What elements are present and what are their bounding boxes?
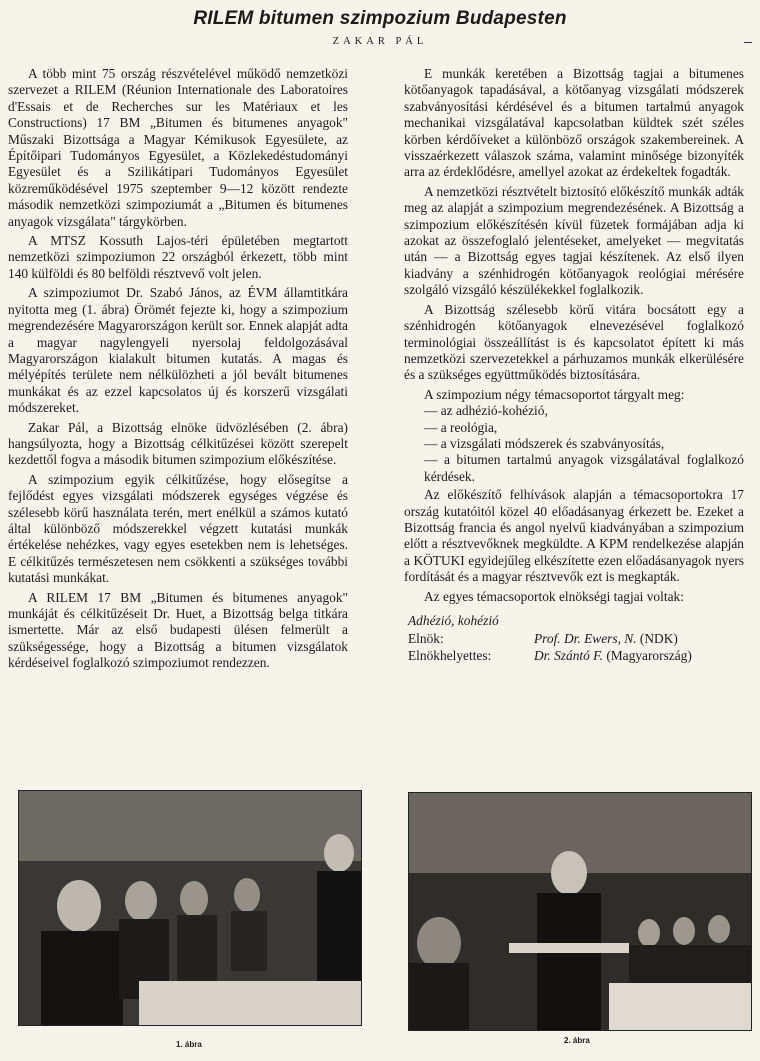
figure-2-photo [408,792,752,1031]
photo-illustration [409,793,751,1030]
paragraph: A szimpoziumot Dr. Szabó János, az ÉVM államtitkára nyitotta meg (1. ábra) Örömét fejezte ki, hogy a szimpozium megrendezésére Magyarországon került sor. Ennek alapját adta a magyar nagylengyeli nyersolaj feldolgozásával Magyarországon kialakult bitumen kutatás. A magas és mélyépítés területe nem nélkülözheti a jól bevált bitumenes munkákat és az ezzel kapcsolatos új és korszerű vizsgálati módszereket. [8,285,348,416]
presidium-row [408,631,744,647]
left-column [8,66,348,672]
list-item: — a bitumen tartalmú anyagok vizsgálatával foglalkozó kérdések. [424,452,744,484]
paragraph: Az egyes témacsoportok elnökségi tagjai voltak: [424,588,684,604]
paragraph: A szimpozium egyik célkitűzése, hogy elősegítse a fejlődést egyes vizsgálati módszerek egységes végzése és szélesebb körű használata terén, mert enélkül a számos kutató által különböző módszerekkel végzett kutatási munkák értékelése nehézkes, vagy egyes esetekben nem is lehetséges. E célkitűzés természetesen nem csökkenti a szükséges további kutatási munkákat. [8,471,348,586]
figure-2-caption: 2. ábra [564,1036,590,1045]
paragraph: A RILEM 17 BM „Bitumen és bitumenes anyagok" munkáját és célkitűzéseit Dr. Huet, a Bizottság belga titkára ismertette. Már az első budapesti ülésen felmerült a szükségessége, hogy a Bizottság a bitumen vizsgálatok kérdéseivel foglalkozó szimpoziumot rendezzen. [8,589,348,671]
person-name: Prof. Dr. Ewers, N. [534,631,637,647]
paragraph: A Bizottság szélesebb körű vitára bocsátott egy a szénhidrogén kötőanyagok elnevezésével foglalkozó terminológiai összeállítást is és kapcsolatot épített ki más nemzetközi szervezetekkel a párhuzamos munkák elkerülésére és a szükséges együttműködés biztosítására. [404,301,744,383]
paragraph: Az előkészítő felhívások alapján a témacsoportokra 17 ország kutatóitól közel 40 előadásanyag érkezett be. Ezeket a Bizottság francia és angol nyelvű kiadványában a szimpozium előtt a résztvevőknek megküldte. A KPM rendelkezése alapján a KÖTUKI egyidejűleg elkészítette ezen előadásanyagok nyers fordítását és a magyar résztvevők ezt is megkapták. [404,487,744,585]
page-mark [744,42,752,43]
presidium-list [404,631,744,664]
paragraph: A több mint 75 ország részvételével működő nemzetközi szervezet a RILEM (Réunion Internationale des Laboratoires d'Essais et de Recherches sur les Matériaux et les Constructions) 17 BM „Bitumen és bitumenes anyagok" Műszaki Bizottsága a Magyar Kémikusok Egyesülete, az Építőipari Tudományos Egyesület, a Közlekedéstudományi Egyesület és a Szilikátipari Tudományos Egyesület közreműködésével 1975 szeptember 9—12 között rendezte második nemzetközi szimpoziumát a „Bitumen és bitumenes anyagok vizsgálata" tárgykörben. [8,66,348,229]
person-name: Dr. Szántó F. [534,647,603,663]
figure-1-caption: 1. ábra [176,1040,202,1049]
section-heading: Adhézió, kohézió [408,613,499,628]
person-country: (NDK) [639,631,678,647]
paragraph: A MTSZ Kossuth Lajos-téri épületében megtartott nemzetközi szimpoziumon 22 országból érkezett, több mint 140 külföldi és 80 belföldi résztvevő volt jelen. [8,233,348,281]
paragraph: E munkák keretében a Bizottság tagjai a bitumenes kötőanyagok tapadásával, a kötőanyag vizsgálati módszerek szabványosítási kérdésével és a bitumen tartalmú anyagok mechanikai vizsgálatával kapcsolatban küldtek szét széles körben kérdőíveket a különböző országok szakembereinek. A visszaérkezett válaszok száma, valamint minősége bizonyíték arra az érdeklődésre, amellyel azokat az érdekeltek fogadták. [404,66,744,180]
role-label: Elnökhelyettes: [408,647,492,663]
list-item: — a reológia, [424,419,498,435]
person-country: (Magyarország) [606,647,692,663]
paragraph: A szimpozium négy témacsoportot tárgyalt meg: [424,386,685,402]
list-item: — az adhézió-kohézió, [424,403,548,419]
article-author: ZAKAR PÁL [332,36,428,47]
right-column [404,66,744,664]
role-label: Elnök: [408,631,444,647]
list-item: — a vizsgálati módszerek és szabványosítás, [424,435,665,451]
photo-illustration [19,791,361,1025]
figure-1-photo [18,790,362,1026]
presidium-row [408,648,744,664]
paragraph: Zakar Pál, a Bizottság elnöke üdvözlésében (2. ábra) hangsúlyozta, hogy a Bizottság célkitűzései között szerepelt kezdettől fogva a második bitumen szimpozium előkészítése. [8,419,348,468]
article-title: RILEM bitumen szimpozium Budapesten [193,8,567,29]
paragraph: A nemzetközi résztvételt biztosító előkészítő munkák adták meg az alapját a szimpozium megrendezésének. A Bizottság a szimpozium előkészítésén kívül füzetek formájában adja ki azokat az összefoglaló jelentéseket, amelyeket — megvitatás után — a Bizottság egyes tagjai készítenek. Az első ilyen kiadvány a szénhidrogén kötőanyagok reológiai mérésére szolgáló vizsgáló készülékekkel foglalkozik. [404,183,744,298]
topic-list [404,403,744,485]
